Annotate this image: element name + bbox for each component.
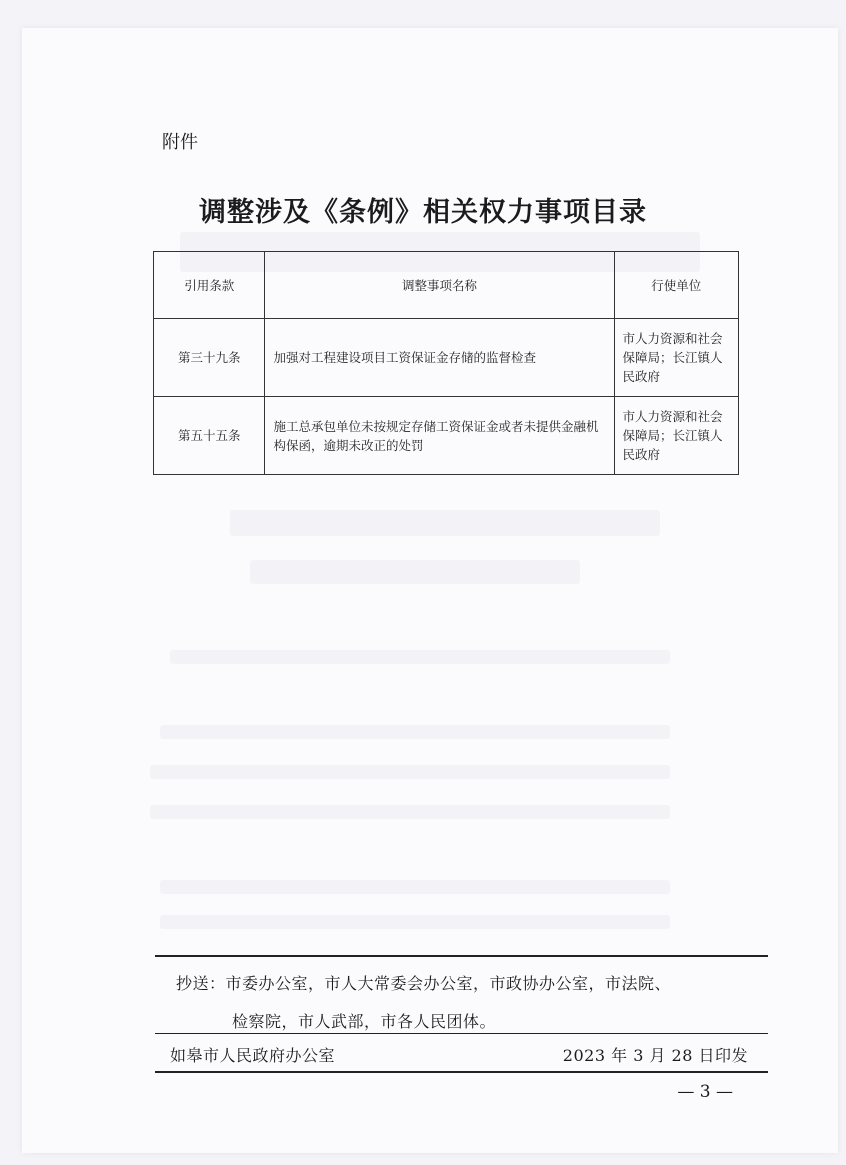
bleed-through-mark [150, 805, 670, 819]
footer-bottom-rule [155, 1071, 768, 1073]
bleed-through-mark [170, 650, 670, 664]
cc-distribution [176, 965, 671, 1041]
cc-line-2: 检察院，市人武部，市各人民团体。 [232, 1012, 497, 1031]
footer-middle-rule [155, 1033, 768, 1034]
attachment-label: 附件 [162, 132, 198, 153]
bleed-through-mark [150, 765, 670, 779]
cell-article: 第五十五条 [154, 397, 265, 475]
table-row [154, 397, 739, 475]
bleed-through-mark [160, 880, 670, 894]
cell-article: 第三十九条 [154, 319, 265, 397]
page-number: — 3 — [677, 1082, 733, 1102]
cell-unit: 市人力资源和社会保障局；长江镇人民政府 [614, 397, 739, 475]
table-row [154, 319, 739, 397]
header-item-name: 调整事项名称 [265, 252, 614, 319]
bleed-through-mark [160, 725, 670, 739]
bleed-through-mark [230, 510, 660, 536]
document-title: 调整涉及《条例》相关权力事项目录 [199, 197, 647, 228]
header-unit: 行使单位 [614, 252, 739, 319]
cc-line-1: 抄送：市委办公室，市人大常委会办公室，市政协办公室，市法院、 [176, 974, 672, 993]
footer-top-rule [155, 955, 768, 957]
cell-item-name: 施工总承包单位未按规定存储工资保证金或者未提供金融机构保函，逾期未改正的处罚 [265, 397, 614, 475]
header-article: 引用条款 [154, 252, 265, 319]
cell-item-name: 加强对工程建设项目工资保证金存储的监督检查 [265, 319, 614, 397]
cell-unit: 市人力资源和社会保障局；长江镇人民政府 [614, 319, 739, 397]
bleed-through-mark [250, 560, 580, 584]
issuing-office: 如皋市人民政府办公室 [170, 1046, 336, 1065]
issue-date: 2023 年 3 月 28 日印发 [562, 1046, 748, 1065]
table-header-row [154, 252, 739, 319]
power-items-table [153, 251, 739, 475]
bleed-through-mark [160, 915, 670, 929]
